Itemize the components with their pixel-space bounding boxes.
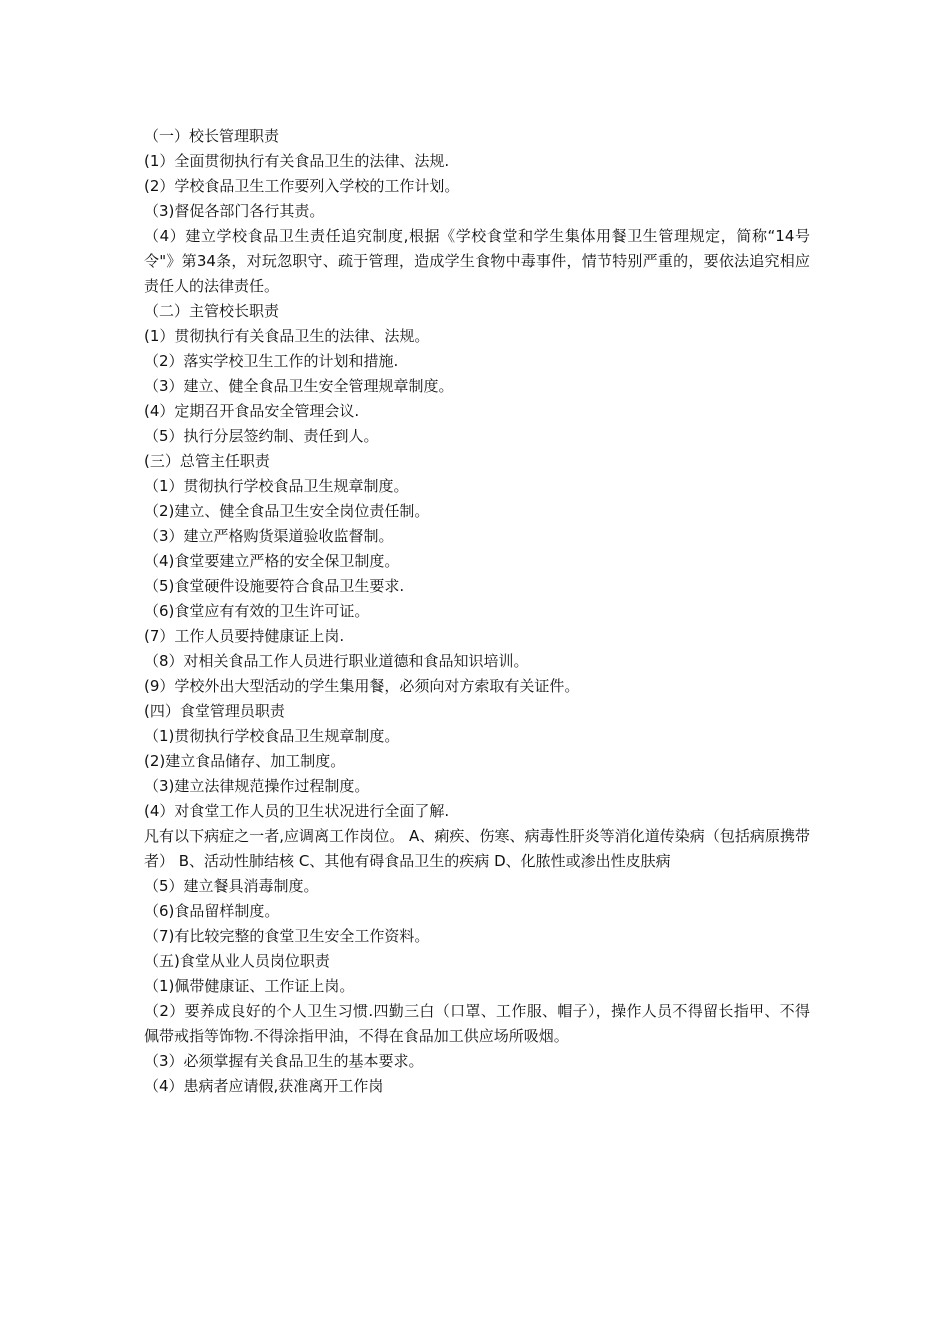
paragraph-line: （3）建立严格购货渠道验收监督制。 <box>144 527 394 545</box>
paragraph-line: (9）学校外出大型活动的学生集用餐，必须向对方索取有关证件。 <box>144 677 580 695</box>
paragraph-line: (4）定期召开食品安全管理会议. <box>144 402 360 420</box>
paragraph-line: （3)督促各部门各行其责。 <box>144 202 325 220</box>
paragraph-line: （1)贯彻执行学校食品卫生规章制度。 <box>144 727 400 745</box>
paragraph-line: （2)建立、健全食品卫生安全岗位责任制。 <box>144 502 430 520</box>
paragraph-line: （2）要养成良好的个人卫生习惯.四勤三白（口罩、工作服、帽子），操作人员不得留长指甲、不得佩带戒指等饰物.不得涂指甲油，不得在食品加工供应场所吸烟。 <box>144 1002 810 1045</box>
paragraph-line: （6)食品留样制度。 <box>144 902 280 920</box>
paragraph-line: （1)佩带健康证、工作证上岗。 <box>144 977 355 995</box>
paragraph-line: (4）对食堂工作人员的卫生状况进行全面了解. <box>144 802 450 820</box>
paragraph-line: (1）全面贯彻执行有关食品卫生的法律、法规. <box>144 152 450 170</box>
paragraph-line: （3)建立法律规范操作过程制度。 <box>144 777 370 795</box>
paragraph-line: （5）建立餐具消毒制度。 <box>144 877 319 895</box>
paragraph-line: （2）落实学校卫生工作的计划和措施. <box>144 352 399 370</box>
paragraph-line: （4）建立学校食品卫生责任追究制度,根据《学校食堂和学生集体用餐卫生管理规定，简称“14号令"》第34条，对玩忽职守、疏于管理，造成学生食物中毒事件，情节特别严重的，要依法追究相应责任人的法律责任。 <box>144 227 810 295</box>
paragraph-line: （4）患病者应请假,获准离开工作岗 <box>144 1077 384 1095</box>
section-heading-1: （一）校长管理职责 <box>144 127 280 145</box>
section-heading-4: (四）食堂管理员职责 <box>144 702 285 720</box>
paragraph-line: （3）建立、健全食品卫生安全管理规章制度。 <box>144 377 454 395</box>
paragraph-line: （7)有比较完整的食堂卫生安全工作资料。 <box>144 927 430 945</box>
section-heading-3: (三）总管主任职责 <box>144 452 270 470</box>
paragraph-line: （5）执行分层签约制、责任到人。 <box>144 427 379 445</box>
paragraph-line: (7）工作人员要持健康证上岗. <box>144 627 345 645</box>
paragraph-line: (2）学校食品卫生工作要列入学校的工作计划。 <box>144 177 460 195</box>
paragraph-line: (1）贯彻执行有关食品卫生的法律、法规。 <box>144 327 430 345</box>
paragraph-line: （8）对相关食品工作人员进行职业道德和食品知识培训。 <box>144 652 529 670</box>
document-body <box>144 124 810 1099</box>
paragraph-line: (2)建立食品储存、加工制度。 <box>144 752 346 770</box>
paragraph-line: （4)食堂要建立严格的安全保卫制度。 <box>144 552 400 570</box>
paragraph-line: （5)食堂硬件设施要符合食品卫生要求. <box>144 577 405 595</box>
paragraph-line: （3）必须掌握有关食品卫生的基本要求。 <box>144 1052 424 1070</box>
paragraph-line: （6)食堂应有有效的卫生许可证。 <box>144 602 370 620</box>
paragraph-line: 凡有以下病症之一者,应调离工作岗位。 A、痢疾、伤寒、病毒性肝炎等消化道传染病（包括病原携带者） B、活动性肺结核 C、其他有碍食品卫生的疾病 D、化脓性或渗出性皮肤病 <box>144 827 810 870</box>
section-heading-5: （五)食堂从业人员岗位职责 <box>144 952 330 970</box>
section-heading-2: （二）主管校长职责 <box>144 302 280 320</box>
paragraph-line: （1）贯彻执行学校食品卫生规章制度。 <box>144 477 409 495</box>
